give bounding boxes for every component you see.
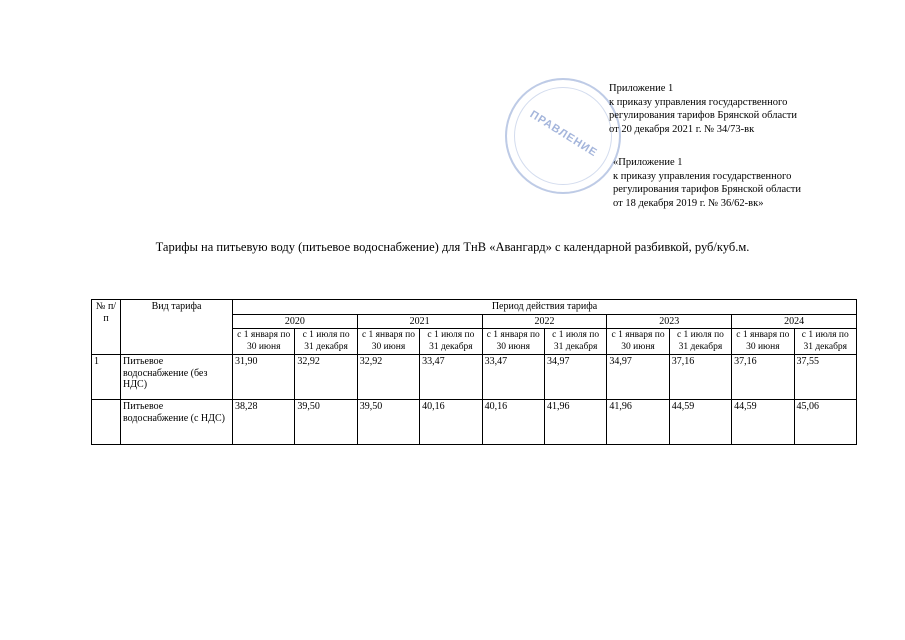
tariff-value: 38,28 xyxy=(233,400,295,445)
half-second-header: с 1 июля по 31 декабря xyxy=(295,329,357,355)
appendix-line: от 20 декабря 2021 г. № 34/73-вк xyxy=(609,123,755,135)
tariff-value: 32,92 xyxy=(357,355,419,400)
table-header-row xyxy=(92,300,857,315)
half-second-header: с 1 июля по 31 декабря xyxy=(544,329,606,355)
tariff-value: 37,55 xyxy=(794,355,856,400)
tariff-value: 31,90 xyxy=(233,355,295,400)
half-first-header: с 1 января по 30 июня xyxy=(607,329,669,355)
appendix-line: регулирования тарифов Брянской области xyxy=(613,184,801,195)
appendix-previous xyxy=(613,156,801,210)
row-num xyxy=(92,400,121,445)
year-header: 2024 xyxy=(732,314,857,329)
tariff-value: 34,97 xyxy=(607,355,669,400)
appendix-line: Приложение 1 xyxy=(609,83,674,94)
appendix-current xyxy=(609,82,797,136)
tariff-value: 37,16 xyxy=(669,355,731,400)
tariff-value: 33,47 xyxy=(482,355,544,400)
year-header: 2023 xyxy=(607,314,732,329)
row-type: Питьевое водоснабжение (с НДС) xyxy=(121,400,233,445)
tariff-value: 39,50 xyxy=(357,400,419,445)
year-header: 2021 xyxy=(357,314,482,329)
half-first-header: с 1 января по 30 июня xyxy=(233,329,295,355)
header-num: № п/п xyxy=(92,300,121,355)
table-row xyxy=(92,355,857,400)
tariff-value: 37,16 xyxy=(732,355,794,400)
tariff-value: 34,97 xyxy=(544,355,606,400)
year-header: 2022 xyxy=(482,314,607,329)
document-title: Тарифы на питьевую воду (питьевое водоснабжение) для ТнВ «Авангард» с календарной разбивкой, руб/куб.м. xyxy=(155,240,750,254)
appendix-line: к приказу управления государственного xyxy=(609,96,788,108)
row-type: Питьевое водоснабжение (без НДС) xyxy=(121,355,233,400)
half-second-header: с 1 июля по 31 декабря xyxy=(420,329,482,355)
header-type: Вид тарифа xyxy=(121,300,233,355)
tariff-value: 45,06 xyxy=(794,400,856,445)
appendix-line: к приказу управления государственного xyxy=(613,170,792,182)
stamp-text: ПРАВЛЕНИЕ xyxy=(527,108,600,160)
appendix-line: регулирования тарифов Брянской области xyxy=(609,110,797,121)
table-row xyxy=(92,400,857,445)
tariffs-table xyxy=(91,299,857,445)
tariff-value: 44,59 xyxy=(669,400,731,445)
appendix-line: от 18 декабря 2019 г. № 36/62-вк» xyxy=(613,197,764,209)
tariff-value: 32,92 xyxy=(295,355,357,400)
header-period: Период действия тарифа xyxy=(233,300,857,315)
half-second-header: с 1 июля по 31 декабря xyxy=(669,329,731,355)
tariff-value: 41,96 xyxy=(544,400,606,445)
half-first-header: с 1 января по 30 июня xyxy=(482,329,544,355)
row-num: 1 xyxy=(92,355,121,400)
official-stamp xyxy=(505,78,621,194)
tariff-value: 40,16 xyxy=(482,400,544,445)
tariff-value: 40,16 xyxy=(420,400,482,445)
half-second-header: с 1 июля по 31 декабря xyxy=(794,329,856,355)
appendix-line: «Приложение 1 xyxy=(613,157,683,168)
half-first-header: с 1 января по 30 июня xyxy=(732,329,794,355)
tariff-value: 44,59 xyxy=(732,400,794,445)
tariff-value: 41,96 xyxy=(607,400,669,445)
tariff-value: 39,50 xyxy=(295,400,357,445)
tariff-value: 33,47 xyxy=(420,355,482,400)
half-first-header: с 1 января по 30 июня xyxy=(357,329,419,355)
year-header: 2020 xyxy=(233,314,358,329)
